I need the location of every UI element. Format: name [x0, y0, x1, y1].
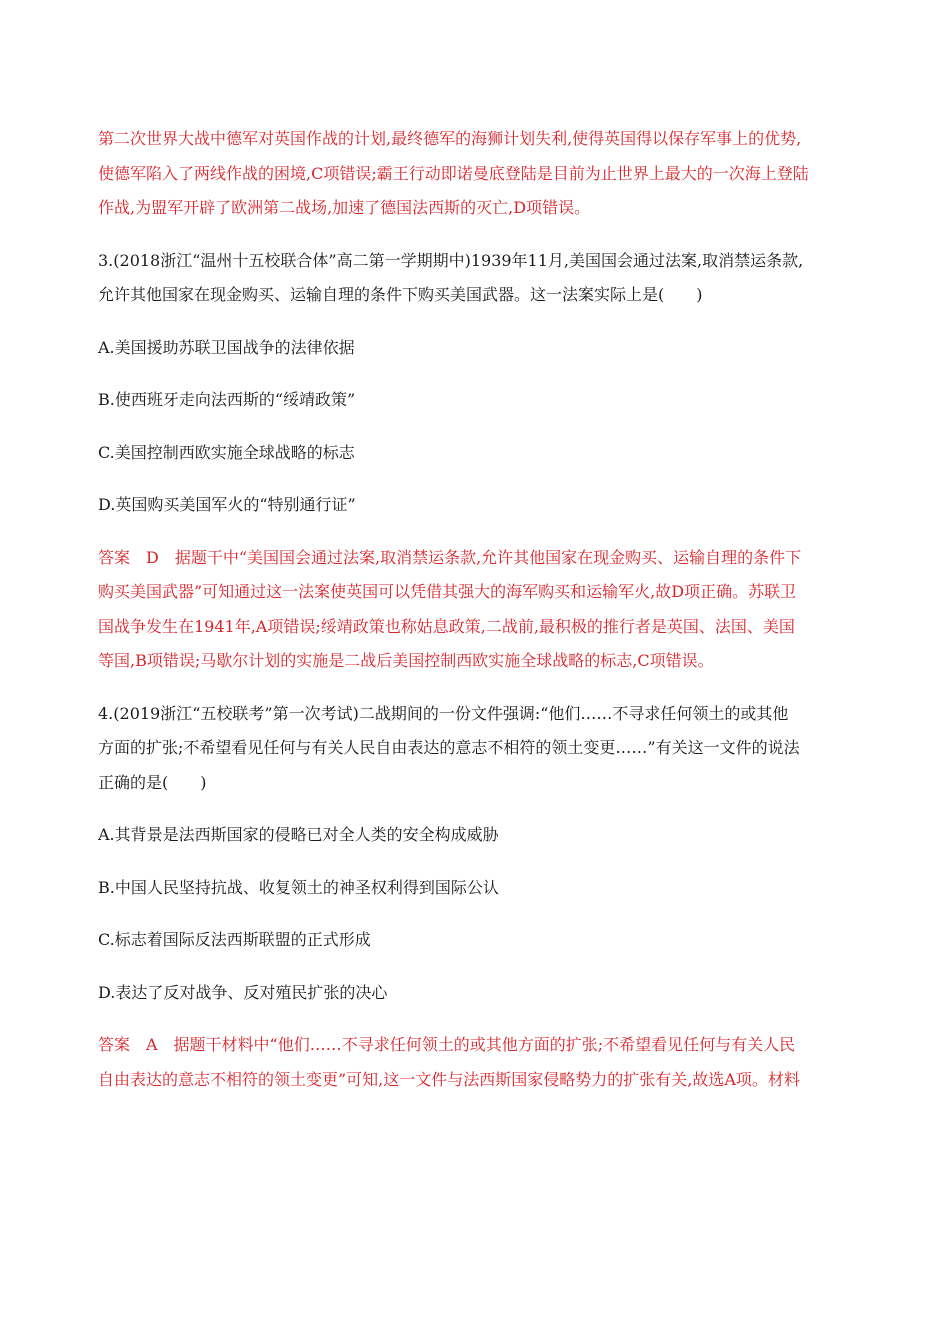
question-4-option-b: B.中国人民坚持抗战、收复领土的神圣权利得到国际公认 [98, 877, 499, 897]
question-3-answer [98, 541, 858, 679]
question-4-stem [98, 697, 858, 801]
text-line: 第二次世界大战中德军对英国作战的计划,最终德军的海狮计划失利,使得英国得以保存军事上的优势, [98, 129, 802, 148]
question-4-option-c: C.标志着国际反法西斯联盟的正式形成 [98, 930, 371, 949]
text-line: 自由表达的意志不相符的领土变更”可知,这一文件与法西斯国家侵略势力的扩张有关,故选A项。材料 [98, 1069, 800, 1089]
text-line: 允许其他国家在现金购买、运输自理的条件下购买美国武器。这一法案实际上是( ) [98, 285, 703, 304]
text-line: 方面的扩张;不希望看见任何与有关人民自由表达的意志不相符的领土变更……”有关这一文件的说法 [98, 738, 800, 757]
question-4-answer [98, 1028, 858, 1097]
text-line: 使德军陷入了两线作战的困境,C项错误;霸王行动即诺曼底登陆是目前为止世界上最大的一次海上登陆 [98, 163, 809, 183]
document-page [98, 122, 858, 1097]
text-line: 3.(2018浙江“温州十五校联合体”高二第一学期期中)1939年11月,美国国会通过法案,取消禁运条款, [98, 250, 804, 270]
text-line: 正确的是( ) [98, 772, 207, 792]
text-line: 作战,为盟军开辟了欧洲第二战场,加速了德国法西斯的灭亡,D项错误。 [98, 198, 591, 217]
question-3-option-b: B.使西班牙走向法西斯的“绥靖政策” [98, 390, 356, 409]
text-line: 答案 A 据题干材料中“他们……不寻求任何领土的或其他方面的扩张;不希望看见任何与有关人民 [98, 1035, 796, 1054]
question-3-stem [98, 244, 858, 313]
text-line: 国战争发生在1941年,A项错误;绥靖政策也称姑息政策,二战前,最积极的推行者是英国、法国、美国 [98, 616, 795, 636]
question-3-option-a: A.美国援助苏联卫国战争的法律依据 [98, 337, 355, 357]
text-line: 购买美国武器”可知通过这一法案使英国可以凭借其强大的海军购买和运输军火,故D项正确。苏联卫 [98, 582, 797, 601]
text-line: 答案 D 据题干中“美国国会通过法案,取消禁运条款,允许其他国家在现金购买、运输自理的条件下 [98, 547, 802, 567]
text-line: 等国,B项错误;马歇尔计划的实施是二战后美国控制西欧实施全球战略的标志,C项错误。 [98, 651, 714, 670]
text-line: 4.(2019浙江“五校联考”第一次考试)二战期间的一份文件强调:“他们……不寻求任何领土的或其他 [98, 703, 789, 723]
question-4-option-d: D.表达了反对战争、反对殖民扩张的决心 [98, 982, 388, 1002]
question-4-option-a: A.其背景是法西斯国家的侵略已对全人类的安全构成威胁 [98, 825, 499, 844]
question-3-option-c: C.美国控制西欧实施全球战略的标志 [98, 442, 355, 462]
question-3-option-d: D.英国购买美国军火的“特别通行证” [98, 495, 356, 514]
intro-explanation [98, 122, 858, 226]
